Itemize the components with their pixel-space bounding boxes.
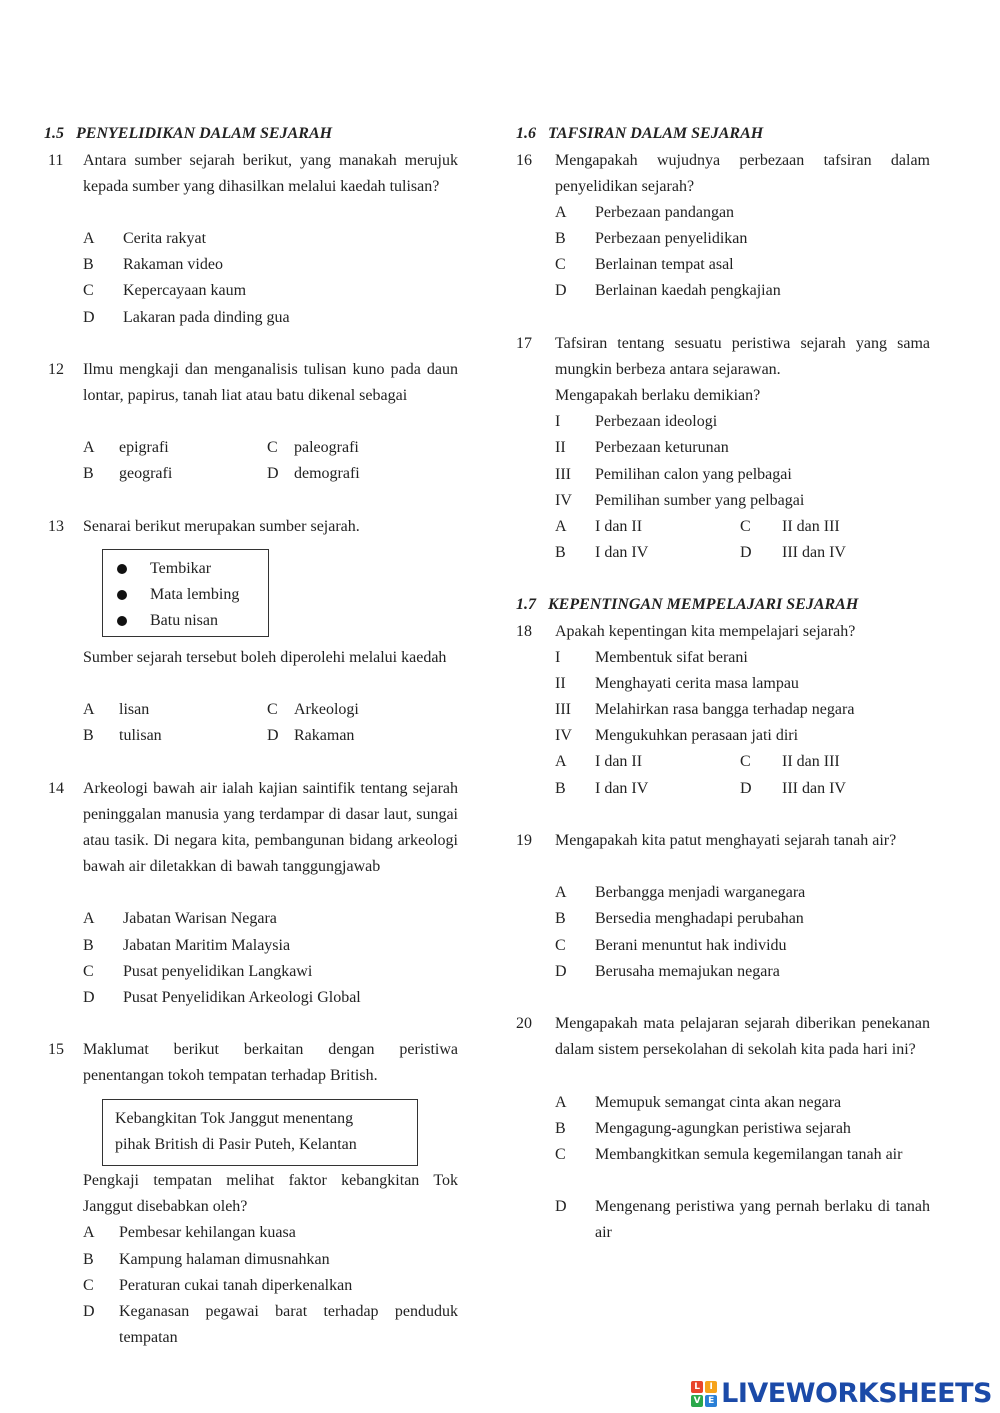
option-text[interactable]: Pembesar kehilangan kuasa: [119, 1224, 296, 1241]
option-text[interactable]: Perbezaan pandangan: [595, 204, 735, 221]
option-letter[interactable]: B: [83, 727, 94, 744]
bullet-icon: [117, 590, 127, 600]
option-text[interactable]: lisan: [119, 701, 150, 718]
question-stem: Mengapakah wujudnya perbezaan tafsiran dalam penyelidikan sejarah?: [555, 152, 930, 195]
roman-numeral: III: [555, 701, 571, 718]
option-text[interactable]: Kepercayaan kaum: [123, 282, 247, 299]
question-number: 15: [48, 1041, 64, 1058]
option-letter[interactable]: B: [555, 780, 566, 797]
question-number: 17: [516, 335, 532, 352]
option-letter[interactable]: D: [740, 544, 752, 561]
option-letter[interactable]: D: [83, 309, 95, 326]
section-number: 1.7: [516, 596, 536, 613]
option-letter[interactable]: C: [83, 282, 94, 299]
option-letter[interactable]: A: [555, 1094, 567, 1111]
statement-text: Melahirkan rasa bangga terhadap negara: [595, 701, 855, 718]
option-letter[interactable]: C: [740, 518, 751, 535]
liveworksheets-logo-icon: [691, 1381, 717, 1407]
option-text[interactable]: II dan III: [782, 518, 840, 535]
option-letter[interactable]: B: [83, 937, 94, 954]
bullet-icon: [117, 616, 127, 626]
option-text[interactable]: Peraturan cukai tanah diperkenalkan: [119, 1277, 353, 1294]
option-letter[interactable]: A: [83, 439, 95, 456]
option-text[interactable]: I dan IV: [595, 780, 649, 797]
option-text[interactable]: paleografi: [294, 439, 359, 456]
statement-text: Mengukuhkan perasaan jati diri: [595, 727, 799, 744]
logo-tile: I: [705, 1381, 717, 1393]
option-text[interactable]: Berbangga menjadi warganegara: [595, 884, 806, 901]
question-number: 12: [48, 361, 64, 378]
option-text[interactable]: Cerita rakyat: [123, 230, 207, 247]
roman-numeral: III: [555, 466, 571, 483]
option-letter[interactable]: D: [555, 282, 567, 299]
option-letter[interactable]: D: [555, 1198, 567, 1215]
logo-tile: L: [691, 1381, 703, 1393]
option-letter[interactable]: D: [740, 780, 752, 797]
option-letter[interactable]: A: [83, 701, 95, 718]
option-text[interactable]: Rakaman video: [123, 256, 223, 273]
option-text[interactable]: epigrafi: [119, 439, 169, 456]
info-box-line: Kebangkitan Tok Janggut menentang: [115, 1110, 354, 1127]
section-title: TAFSIRAN DALAM SEJARAH: [548, 125, 764, 142]
option-letter[interactable]: A: [83, 230, 95, 247]
option-letter[interactable]: C: [267, 439, 278, 456]
option-letter[interactable]: D: [83, 989, 95, 1006]
option-text[interactable]: Mengagung-agungkan peristiwa sejarah: [595, 1120, 851, 1137]
question-number: 20: [516, 1015, 532, 1032]
question-stem: Mengapakah kita patut menghayati sejarah tanah air?: [555, 832, 897, 849]
question-number: 13: [48, 518, 64, 535]
option-text[interactable]: Membangkitkan semula kegemilangan tanah air: [595, 1146, 903, 1163]
question-stem-continued: Mengapakah berlaku demikian?: [555, 387, 761, 404]
option-text[interactable]: Berlainan tempat asal: [595, 256, 734, 273]
option-letter[interactable]: C: [740, 753, 751, 770]
option-letter[interactable]: B: [555, 910, 566, 927]
statement-text: Perbezaan keturunan: [595, 439, 729, 456]
option-text[interactable]: I dan IV: [595, 544, 649, 561]
list-item: Batu nisan: [150, 612, 218, 629]
option-letter[interactable]: A: [555, 884, 567, 901]
question-stem: Mengapakah mata pelajaran sejarah diberikan penekanan dalam sistem persekolahan di sekolah kita pada hari ini?: [555, 1015, 930, 1058]
option-text[interactable]: I dan II: [595, 518, 643, 535]
liveworksheets-logo: [691, 1378, 992, 1409]
option-text[interactable]: Rakaman: [294, 727, 355, 744]
option-text[interactable]: Berani menuntut hak individu: [595, 937, 787, 954]
question-stem: Maklumat berikut berkaitan dengan peristiwa penentangan tokoh tempatan terhadap British.: [83, 1041, 458, 1084]
question-stem: Ilmu mengkaji dan menganalisis tulisan kuno pada daun lontar, papirus, tanah liat atau batu dikenal sebagai: [83, 361, 458, 404]
bullet-icon: [117, 564, 127, 574]
question-number: 16: [516, 152, 532, 169]
section-title: PENYELIDIKAN DALAM SEJARAH: [76, 125, 333, 142]
option-text[interactable]: Mengenang peristiwa yang pernah berlaku di tanah air: [595, 1198, 930, 1241]
option-letter[interactable]: D: [267, 465, 279, 482]
option-text[interactable]: III dan IV: [782, 780, 846, 797]
option-text[interactable]: Bersedia menghadapi perubahan: [595, 910, 804, 927]
option-text[interactable]: Memupuk semangat cinta akan negara: [595, 1094, 842, 1111]
info-box-line: pihak British di Pasir Puteh, Kelantan: [115, 1136, 357, 1153]
option-text[interactable]: geografi: [119, 465, 173, 482]
question-stem: Apakah kepentingan kita mempelajari sejarah?: [555, 623, 856, 640]
list-item: Tembikar: [150, 560, 212, 577]
option-text[interactable]: Kampung halaman dimusnahkan: [119, 1251, 330, 1268]
option-letter[interactable]: A: [555, 204, 567, 221]
option-text[interactable]: Berlainan kaedah pengkajian: [595, 282, 781, 299]
option-letter[interactable]: A: [555, 518, 567, 535]
option-letter[interactable]: D: [83, 1303, 95, 1320]
option-text[interactable]: Perbezaan penyelidikan: [595, 230, 748, 247]
option-letter[interactable]: C: [555, 256, 566, 273]
section-title: KEPENTINGAN MEMPELAJARI SEJARAH: [548, 596, 859, 613]
question-stem: Antara sumber sejarah berikut, yang manakah merujuk kepada sumber yang dihasilkan melalui kaedah tulisan?: [83, 152, 458, 195]
question-stem: Tafsiran tentang sesuatu peristiwa sejarah yang sama mungkin berbeza antara sejarawan.: [555, 335, 930, 378]
logo-tile: V: [691, 1395, 703, 1407]
option-text[interactable]: I dan II: [595, 753, 643, 770]
option-letter[interactable]: B: [83, 465, 94, 482]
option-letter[interactable]: A: [555, 753, 567, 770]
option-letter[interactable]: B: [83, 256, 94, 273]
statement-text: Menghayati cerita masa lampau: [595, 675, 799, 692]
option-text[interactable]: II dan III: [782, 753, 840, 770]
list-item: Mata lembing: [150, 586, 240, 603]
question-stem-continued: Sumber sejarah tersebut boleh diperolehi melalui kaedah: [83, 649, 447, 666]
question-stem: Senarai berikut merupakan sumber sejarah.: [83, 518, 360, 535]
option-letter[interactable]: C: [555, 1146, 566, 1163]
option-letter[interactable]: B: [83, 1251, 94, 1268]
statement-text: Perbezaan ideologi: [595, 413, 718, 430]
section-number: 1.6: [516, 125, 536, 142]
option-text[interactable]: Pusat penyelidikan Langkawi: [123, 963, 313, 980]
option-text[interactable]: tulisan: [119, 727, 162, 744]
option-letter[interactable]: B: [555, 1120, 566, 1137]
roman-numeral: II: [555, 439, 566, 456]
option-letter[interactable]: A: [83, 1224, 95, 1241]
roman-numeral: II: [555, 675, 566, 692]
statement-text: Membentuk sifat berani: [595, 649, 748, 666]
option-text[interactable]: Keganasan pegawai barat terhadap penduduk tempatan: [119, 1303, 458, 1346]
question-number: 11: [48, 152, 64, 169]
option-letter[interactable]: B: [555, 230, 566, 247]
option-letter[interactable]: C: [83, 963, 94, 980]
question-number: 19: [516, 832, 532, 849]
roman-numeral: IV: [555, 492, 572, 509]
question-stem-continued: Pengkaji tempatan melihat faktor kebangkitan Tok Janggut disebabkan oleh?: [83, 1172, 458, 1215]
roman-numeral: I: [555, 413, 561, 430]
option-letter[interactable]: B: [555, 544, 566, 561]
section-heading-1-6: [516, 121, 763, 147]
option-letter[interactable]: C: [267, 701, 278, 718]
roman-numeral: I: [555, 649, 561, 666]
section-heading-1-7: [516, 592, 858, 618]
statement-text: Pemilihan calon yang pelbagai: [595, 466, 792, 483]
logo-text: LIVEWORKSHEETS: [721, 1378, 992, 1409]
option-text[interactable]: III dan IV: [782, 544, 846, 561]
option-text[interactable]: Pusat Penyelidikan Arkeologi Global: [123, 989, 361, 1006]
section-number: 1.5: [44, 125, 64, 142]
option-text[interactable]: Jabatan Maritim Malaysia: [123, 937, 291, 954]
option-text[interactable]: Berusaha memajukan negara: [595, 963, 780, 980]
option-letter[interactable]: A: [83, 910, 95, 927]
option-letter[interactable]: D: [555, 963, 567, 980]
option-letter[interactable]: C: [555, 937, 566, 954]
option-text[interactable]: demografi: [294, 465, 360, 482]
option-letter[interactable]: D: [267, 727, 279, 744]
question-stem: Arkeologi bawah air ialah kajian saintifik tentang sejarah peninggalan manusia yang terdampar di dasar laut, sungai atau tasik. Di negara kita, pembangunan bidang arkeologi bawah air diletakkan di bawah tanggungjawab: [83, 780, 458, 875]
logo-tile: E: [705, 1395, 717, 1407]
section-heading-1-5: [44, 121, 332, 147]
option-text[interactable]: Arkeologi: [294, 701, 359, 718]
question-number: 18: [516, 623, 532, 640]
option-letter[interactable]: C: [83, 1277, 94, 1294]
option-text[interactable]: Jabatan Warisan Negara: [123, 910, 277, 927]
question-number: 14: [48, 780, 64, 797]
option-text[interactable]: Lakaran pada dinding gua: [123, 309, 290, 326]
roman-numeral: IV: [555, 727, 572, 744]
statement-text: Pemilihan sumber yang pelbagai: [595, 492, 805, 509]
